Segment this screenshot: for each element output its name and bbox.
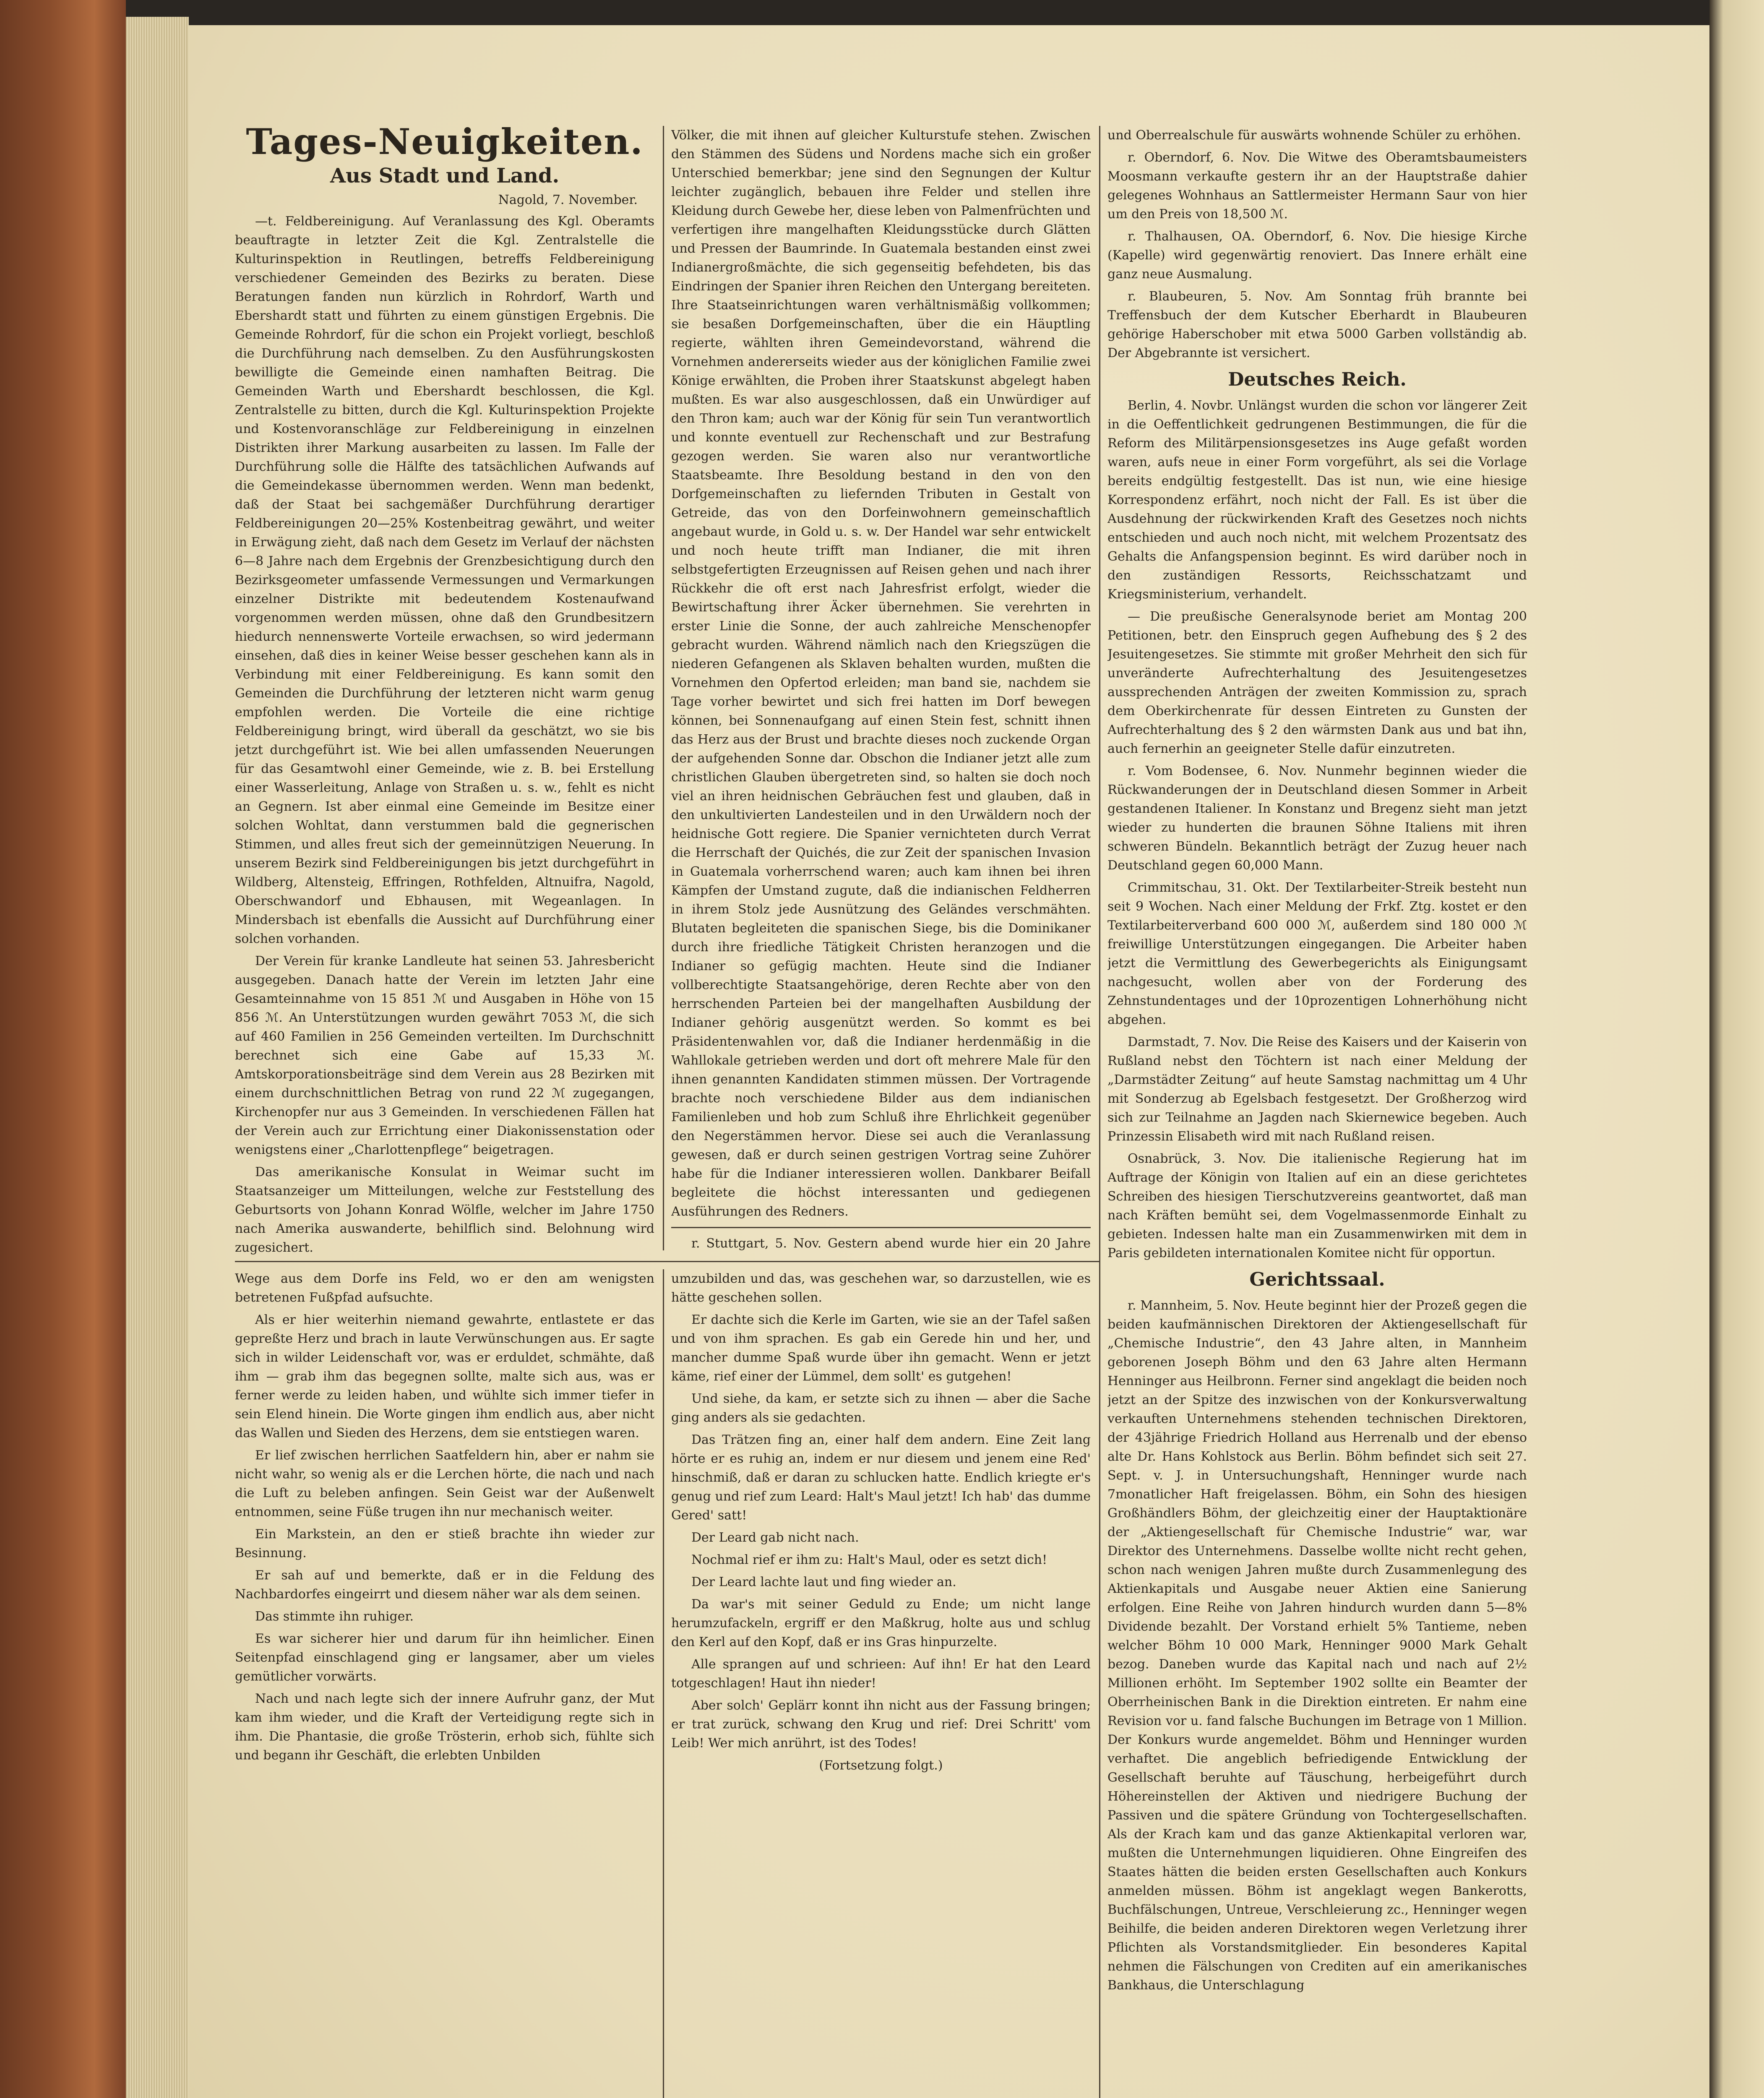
- feuilleton-para: Aber solch' Geplärr konnt ihn nicht aus der Fassung bringen; er trat zurück, schwang den Krug und rief: Drei Schritt' vom Leib! Wer mich anrührt, ist des Todes!: [671, 1698, 1091, 1751]
- feuilleton-column-rule: [663, 1269, 664, 2098]
- article-konsulat-weimar: Das amerikanische Konsulat in Weimar sucht im Staatsanzeiger um Mitteilungen, welche zur Feststellung des Geburtsorts von Johann Konrad Wölfle, welcher im Jahre 1750 nach Amerika auswanderte, behilflich sind. Belohnung wird zugesichert.: [235, 1165, 654, 1255]
- article-indianer-continued: Völker, die mit ihnen auf gleicher Kulturstufe stehen. Zwischen den Stämmen des Südens und Nordens mache sich ein großer Unterschied bemerkbar; jene sind den Segnungen der Kultur leichter zugänglich, bebauen ihre Felder und stellen ihre Kleidung durch Gewebe her, diese leben von Palmenfrüchten und verfertigen ihre mangelhaften Kleidungsstücke durch Glätten und Pressen der Baumrinde. In Guatemala bestanden einst zwei Indianergroßmächte, die sich gegenseitig befehdeten, bis das Eindringen der Spanier ihren Reichen den Untergang bereiteten. Ihre Staatseinrichtungen waren verhältnismäßig vollkommen; sie besaßen Dorfgemeinschaften, über die ein Häuptling regierte, wählten ihren Gemeindevorstand, während die Vornehmen andererseits wieder aus der königlichen Familie zwei Könige erwählten, die Proben ihrer Staatskunst abgelegt haben mußten. Es war also ausgeschlossen, daß ein Unwürdiger auf den Thron kam; auch war der König für sein Tun verantwortlich und konnte eventuell zur Rechenschaft und zur Bestrafung gezogen werden. Sie waren also nur verantwortliche Staatsbeamte. Ihre Besoldung bestand in den von den Dorfgemeinschaften zu liefernden Tributen in Gestalt von Getreide, das von den Dorfeinwohnern gemeinschaftlich angebaut wurde, in Gold u. s. w. Der Handel war sehr entwickelt und noch heute trifft man Indianer, die mit ihren selbstgefertigten Erzeugnissen auf Reisen gehen und nach ihrer Rückkehr die oft erst nach Jahresfrist erfolgt, wieder die Bewirtschaftung ihrer Äcker übernehmen. Sie verehrten in erster Linie die Sonne, der auch zahlreiche Menschenopfer gebracht wurden. Während nämlich nach den Kriegszügen die niederen Gefangenen als Sklaven behalten wurden, mußten die Vornehmen den Opfertod erleiden; man band sie, nachdem sie Tage vorher bewirtet und sich frei hatten im Dorf bewegen können, bei Sonnenaufgang auf einen Stein fest, schnitt ihnen das Herz aus der Brust und brachte dieses noch zuckende Organ der aufgehenden Sonne dar. Obschon die Indianer jetzt alle zum christlichen Glauben übergetreten sind, so halten sie doch noch viel an ihren heidnischen Gebräuchen fest und glauben, daß in den unkultivierten Landesteilen und in den Urwäldern noch der heidnische Gott regiere. Die Spanier vernichteten durch Verrat die Herrschaft der Quichés, die zur Zeit der spanischen Invasion in Guatemala vorherrschend waren; auch kam ihnen bei ihren Kämpfen der Umstand zugute, daß die indianischen Feldherren in ihrem Stolz jede Ausnützung des Geländes verschmähten. Blutaten begleiteten die spanischen Siege, bis die Dominikaner durch ihre friedliche Tätigkeit Christen heranzogen und die Indianer so gefügig machten. Heute sind die Indianer vollberechtigte Staatsangehörige, deren Rechte aber von den herrschenden Parteien bei der mangelhaften Ausbildung der Indianer gehörig ausgenützt werden. So kommt es bei Präsidentenwahlen vor, daß die Indianer herdenmäßig in die Wahllokale getrieben werden und dort oft mehrere Male für den ihnen genannten Kandidaten stimmen müssen. Der Vortragende brachte noch verschiedene Bilder aus dem indianischen Familienleben und hob zum Schluß ihre Ehrlichkeit gegenüber den Negerstämmen hervor. Diese sei auch die Veranlassung gewesen, daß er durch seinen gestrigen Vortrag seine Zuhörer habe für die Indianer interessieren wollen. Dankbarer Beifall begleitete die höchst interessanten und gediegenen Ausführungen des Redners.: [671, 128, 1091, 1219]
- feuilleton-para: Er lief zwischen herrlichen Saatfeldern hin, aber er nahm sie nicht wahr, so wenig als er die Lerchen hörte, die nach und nach die Luft zu beleben anfingen. Sein Geist war der Außenwelt entnommen, seine Füße trugen ihn nur mechanisch weiter.: [235, 1448, 654, 1519]
- feuilleton-para: Da war's mit seiner Geduld zu Ende; um nicht lange herumzufackeln, ergriff er den Maßkrug, holte aus und schlug den Kerl auf den Kopf, daß er ins Gras hinpurzelte.: [671, 1597, 1091, 1649]
- article-osnabrueck: Osnabrück, 3. Nov. Die italienische Regierung hat im Auftrage der Königin von Italien auf ein an diese gerichtetes Schreiben des hiesigen Tierschutzvereins geantwortet, daß man nach Kräften bemüht sei, dem Vogelmassenmorde Einhalt zu gebieten. Indessen halte man ein Zusammenwirken mit dem in Paris gebildeten internationalen Komitee nicht für opportun.: [1107, 1151, 1527, 1260]
- feuilleton-rule: [235, 1261, 1099, 1262]
- feuilleton-column-1: [235, 1269, 654, 2098]
- heading-deutsches-reich: Deutsches Reich.: [1228, 369, 1407, 390]
- feuilleton-para: Das Trätzen fing an, einer half dem andern. Eine Zeit lang hörte er es ruhig an, indem er nur diesem und jenem eine Red' hinschmiß, daß er daran zu schlucken hatte. Endlich kriegte er's genug und rief zum Leard: Halt's Maul jetzt! Ich hab' das dumme Gered' satt!: [671, 1433, 1091, 1523]
- article-berlin: Berlin, 4. Novbr. Unlängst wurden die schon vor längerer Zeit in die Oeffentlichkeit gedrungenen Bestimmungen, die für die Reform des Militärpensionsgesetzes ins Auge gefaßt worden waren, aufs neue in einer Form vorgeführt, als sei die Vorlage bereits endgültig festgestellt. Das ist nun, wie eine hiesige Korrespondenz erfährt, noch nicht der Fall. Es ist über die Ausdehnung der rückwirkenden Kraft des Gesetzes noch nichts entschieden und auch noch nicht, mit welchem Prozentsatz des Gehalts die Anfangspension beginnt. Es wird darüber noch in den zuständigen Ressorts, Reichsschatzamt und Kriegsministerium, verhandelt.: [1107, 398, 1527, 602]
- feuilleton-para: Alle sprangen auf und schrieen: Auf ihn! Er hat den Leard totgeschlagen! Haut ihn nieder!: [671, 1657, 1091, 1691]
- next-page-edge: [1709, 0, 1764, 2098]
- dateline: Nagold, 7. November.: [498, 193, 638, 207]
- page-edges: [126, 17, 189, 2098]
- feuilleton-para: Und siehe, da kam, er setzte sich zu ihnen — aber die Sache ging anders als sie gedachten.: [671, 1391, 1091, 1425]
- column-1: [235, 122, 654, 1255]
- article-mannheim: r. Mannheim, 5. Nov. Heute beginnt hier der Prozeß gegen die beiden kaufmännischen Direktoren der Aktiengesellschaft für „Chemische Industrie“, den 43 Jahre alten, in Mannheim geborenen Joseph Böhm und den 63 Jahre alten Hermann Henninger aus Heilbronn. Ferner sind angeklagt die beiden noch jetzt an der Spitze des inzwischen von der Konkursverwaltung verkauften Unternehmens stehenden technischen Direktoren, der 43jährige Friedrich Holland aus Herrenalb und der ebenso alte Dr. Hans Kohlstock aus Berlin. Böhm befindet sich seit 27. Sept. v. J. in Untersuchungshaft, Henninger wurde nach 7monatlicher Haft freigelassen. Böhm, ein Sohn des hiesigen Großhändlers Böhm, der gleichzeitig einer der Hauptaktionäre der „Aktiengesellschaft für Chemische Industrie“ war, war Direktor des Unternehmens. Dasselbe wollte nicht recht gehen, schon nach wenigen Jahren mußte durch Zusammenlegung des Aktienkapitals und Ausgabe neuer Aktien eine Sanierung erfolgen. Eine Reihe von Jahren hindurch wurden dann 5—8% Dividende bezahlt. Der Vorstand erhielt 5% Tantieme, neben welcher Böhm 10 000 Mark, Henninger 9000 Mark Gehalt bezog. Daneben wurde das Kapital nach und nach auf 2½ Millionen erhöht. Im September 1902 sollte ein Beamter der Oberrheinischen Bank in die Direktion eintreten. Er nahm eine Revision vor u. fand falsche Buchungen im Betrage von 1 Million. Der Konkurs wurde angemeldet. Böhm und Henninger wurden verhaftet. Die angeblich befriedigende Entwicklung der Gesellschaft beruhte auf Täuschung, herbeigeführt durch Höhereinstellen der Aktiven und niedrigere Buchung der Passiven und die spätere Gründung von Tochtergesellschaften. Als der Krach kam und das ganze Aktienkapital verloren war, mußten die Unternehmungen liquidieren. Ohne Eingreifen des Staates hätten die beiden ersten Gesellschaften auch Konkurs anmelden müssen. Böhm ist angeklagt wegen Bankerotts, Buchfälschungen, Untreue, Verschleierung zc., Henninger wegen Beihilfe, die beiden anderen Direktoren wegen Verletzung ihrer Pflichten als Vorstandsmitglieder. Ein besonderes Kapital nehmen die Fälschungen von Crediten auf ein amerikanisches Bankhaus, die Unterschlagung: [1107, 1298, 1527, 1993]
- heading-gerichtssaal: Gerichtssaal.: [1249, 1269, 1385, 1290]
- feuilleton-para: Er sah auf und bemerkte, daß er in die Feldung des Nachbardorfes eingeirrt und diesem näher war als dem seinen.: [235, 1568, 654, 1602]
- column-3: [1107, 126, 1527, 2098]
- feuilleton-para: Wege aus dem Dorfe ins Feld, wo er den am wenigsten betretenen Fußpfad aufsuchte.: [235, 1271, 654, 1305]
- feuilleton-para: Als er hier weiterhin niemand gewahrte, entlastete er das gepreßte Herz und brach in laute Verwünschungen aus. Er sagte sich in wilder Leidenschaft vor, was er erduldet, schmähte, daß ihm — grab ihm das begegnen sollte, malte sich aus, was er ferner werde zu leiden haben, und wühlte sich immer tiefer in sein Elend hinein. Die Worte gingen ihm endlich aus, aber nicht das Wallen und Sieden des Herzens, dem sie entstiegen waren.: [235, 1313, 654, 1440]
- newspaper-page: [189, 25, 1709, 2098]
- article-crimmitschau: Crimmitschau, 31. Okt. Der Textilarbeiter-Streik besteht nun seit 9 Wochen. Nach einer Meldung der Frkf. Ztg. kostet er den Textilarbeiterverband 600 000 ℳ, außerdem sind 180 000 ℳ freiwillige Unterstützungen eingegangen. Die Arbeiter haben jetzt die Vermittlung des Gewerbegerichts als Einigungsamt nachgesucht, wollen aber von der Forderung des Zehnstundentages und der 10prozentigen Lohnerhöhung nicht abgehen.: [1107, 880, 1527, 1027]
- feuilleton-para: Es war sicherer hier und darum für ihn heimlicher. Einen Seitenpfad einschlagend ging er langsamer, aber um vieles gemütlicher vorwärts.: [235, 1631, 654, 1684]
- feuilleton-column-2: [671, 1269, 1091, 2098]
- feuilleton-para: Nochmal rief er ihm zu: Halt's Maul, oder es setzt dich!: [691, 1553, 1047, 1567]
- article-bodensee: r. Vom Bodensee, 6. Nov. Nunmehr beginnen wieder die Rückwanderungen der in Deutschland diesen Sommer in Arbeit gestandenen Italiener. In Konstanz und Bregenz sieht man jetzt wieder zu hunderten die braunen Söhne Italiens mit ihren schweren Bündeln. Bekanntlich beträgt der Zuzug heuer nach Deutschland gegen 60,000 Mann.: [1107, 764, 1527, 873]
- feuilleton-para: Nach und nach legte sich der innere Aufruhr ganz, der Mut kam ihm wieder, und die Kraft der Verteidigung regte sich in ihm. Die Phantasie, die große Trösterin, erhob sich, fühlte sich und begann ihr Geschäft, die erlebten Unbilden: [235, 1691, 654, 1763]
- feuilleton-para: umzubilden und das, was geschehen war, so darzustellen, wie es hätte geschehen sollen.: [671, 1271, 1091, 1305]
- feuilleton-para: Der Leard gab nicht nach.: [691, 1530, 859, 1545]
- section-masthead: Tages-Neuigkeiten.: [246, 122, 644, 162]
- feuilleton-para: Er dachte sich die Kerle im Garten, wie sie an der Tafel saßen und von ihm sprachen. Es gab ein Gerede hin und her, und mancher dumme Spaß wurde über ihn gemacht. Wenn er jetzt käme, rief einer der Lümmel, dem sollt' es gutgehen!: [671, 1313, 1091, 1384]
- feuilleton-para: Das stimmte ihn ruhiger.: [255, 1609, 414, 1624]
- article-stuttgart: r. Stuttgart, 5. Nov. Gestern abend wurde hier ein 20 Jahre: [691, 1236, 1091, 1250]
- article-blaubeuren: r. Blaubeuren, 5. Nov. Am Sonntag früh brannte bei Treffensbuch der dem Kutscher Eberhardt in Blaubeuren gehörige Haberschober mit etwa 5000 Garben vollständig ab. Der Abgebrannte ist versichert.: [1107, 289, 1527, 360]
- column-rule-2: [1099, 126, 1100, 2098]
- continuation-note: (Fortsetzung folgt.): [819, 1758, 943, 1773]
- article-oberrealschule-cont: und Oberrealschule für auswärts wohnende Schüler zu erhöhen.: [1107, 128, 1521, 143]
- article-generalsynode: — Die preußische Generalsynode beriet am Montag 200 Petitionen, betr. den Einspruch gegen Aufhebung des § 2 des Jesuitengesetzes. Sie stimmte mit großer Mehrheit den sich für unveränderte Aufrechterhaltung des Jesuitengesetzes aussprechenden Anträgen der zweiten Kommission zu, sprach dem Oberkirchenrate für dessen Eintreten zu Gunsten der Aufrechterhaltung des § 2 den wärmsten Dank aus und bat ihn, auch fernerhin an geeigneter Stelle dafür einzutreten.: [1107, 609, 1527, 756]
- article-divider: [671, 1227, 1091, 1228]
- feuilleton-para: Ein Markstein, an den er stieß brachte ihn wieder zur Besinnung.: [235, 1527, 654, 1560]
- article-oberndorf: r. Oberndorf, 6. Nov. Die Witwe des Oberamtsbaumeisters Moosmann verkaufte gestern ihr an der Hauptstraße dahier gelegenes Wohnhaus an Sattlermeister Hermann Saur von hier um den Preis von 18,500 ℳ.: [1107, 150, 1527, 222]
- column-rule-1: [663, 126, 664, 1250]
- article-thalhausen: r. Thalhausen, OA. Oberndorf, 6. Nov. Die hiesige Kirche (Kapelle) wird gegenwärtig renoviert. Das Innere erhält eine ganz neue Ausmalung.: [1107, 229, 1527, 282]
- article-verein-landleute: Der Verein für kranke Landleute hat seinen 53. Jahresbericht ausgegeben. Danach hatte der Verein im letzten Jahr eine Gesamteinnahme von 15 851 ℳ und Ausgaben in Höhe von 15 856 ℳ. An Unterstützungen wurden gewährt 7053 ℳ, die sich auf 460 Familien in 256 Gemeinden verteilten. Im Durchschnitt berechnet sich eine Gabe auf 15,33 ℳ. Amtskorporationsbeiträge sind dem Verein aus 28 Bezirken mit einem durchschnittlichen Betrag von rund 22 ℳ zugegangen, Kirchenopfer nur aus 3 Gemeinden. In verschiedenen Fällen hat der Verein auch zur Errichtung einer Diakonissenstation oder wenigstens einer „Charlottenpflege“ beigetragen.: [235, 954, 654, 1157]
- article-feldbereinigung: —t. Feldbereinigung. Auf Veranlassung des Kgl. Oberamts beauftragte in letzter Zeit die Kgl. Zentralstelle die Kulturinspektion in Reutlingen, betreffs Feldbereinigung verschiedener Gemeinden des Bezirks zu beraten. Diese Beratungen fanden nun kürzlich in Rohrdorf, Warth und Ebershardt statt und führten zu einem günstigen Ergebnis. Die Gemeinde Rohrdorf, für die schon ein Projekt vorliegt, beschloß die Durchführung nach demselben. Zu den Ausführungskosten bewilligte die Gemeinde einen namhaften Beitrag. Die Gemeinden Warth und Ebershardt beschlossen, die Kgl. Zentralstelle zu bitten, durch die Kgl. Kulturinspektion Projekte und Kostenvoranschläge zur Feldbereinigung in einzelnen Distrikten ihrer Markung ausarbeiten zu lassen. Im Falle der Durchführung solle die Hälfte des tatsächlichen Aufwands auf die Gemeindekasse übernommen werden. Wenn man bedenkt, daß der Staat bei sachgemäßer Durchführung derartiger Feldbereinigungen 20—25% Kostenbeitrag gewährt, und weiter in Erwägung zieht, daß nach dem Gesetz im Verlauf der nächsten 6—8 Jahre nach dem Ergebnis der Grenzbesichtigung durch den Bezirksgeometer umfassende Vermessungen und Vermarkungen einzelner Distrikte mit bedeutendem Kostenaufwand vorgenommen werden müssen, ohne daß den Grundbesitzern hiedurch nennenswerte Vorteile erwachsen, so wird jedermann einsehen, daß dies in keiner Weise besser geschehen kann als in Verbindung mit einer Feldbereinigung. Es kann somit den Gemeinden die Durchführung der letzteren nicht warm genug empfohlen werden. Die Vorteile die eine richtige Feldbereinigung bringt, wird überall da geschätzt, wo sie bis jetzt durchgeführt ist. Wie bei allen umfassenden Neuerungen für das Gesamtwohl einer Gemeinde, wie z. B. bei Erstellung einer Wasserleitung, Anlage von Straßen u. s. w., fehlt es nicht an Gegnern. Ist aber einmal eine Gemeinde im Besitze einer solchen Wohltat, dann verstummen bald die gegnerischen Stimmen, und alles freut sich der gemeinnützigen Neuerung. In unserem Bezirk sind Feldbereinigungen bis jetzt durchgeführt in Wildberg, Altensteig, Effringen, Rothfelden, Altnuifra, Nagold, Oberschwandorf und Ebhausen, mit Wegeanlagen. In Mindersbach ist ebenfalls die Aussicht auf Durchführung einer solchen vorhanden.: [235, 214, 654, 946]
- article-darmstadt: Darmstadt, 7. Nov. Die Reise des Kaisers und der Kaiserin von Rußland nebst den Töchtern ist nach einer Meldung der „Darmstädter Zeitung“ auf heute Samstag nachmittag um 4 Uhr mit Sonderzug ab Egelsbach festgesetzt. Der Großherzog wird sich zur Teilnahme an Jagden nach Skiernewice begeben. Auch Prinzessin Elisabeth wird mit nach Rußland reisen.: [1107, 1035, 1527, 1144]
- column-2: [671, 126, 1091, 1250]
- section-subhead: Aus Stadt und Land.: [330, 164, 560, 188]
- book-spine: [0, 0, 126, 2098]
- feuilleton-para: Der Leard lachte laut und fing wieder an.: [691, 1575, 956, 1589]
